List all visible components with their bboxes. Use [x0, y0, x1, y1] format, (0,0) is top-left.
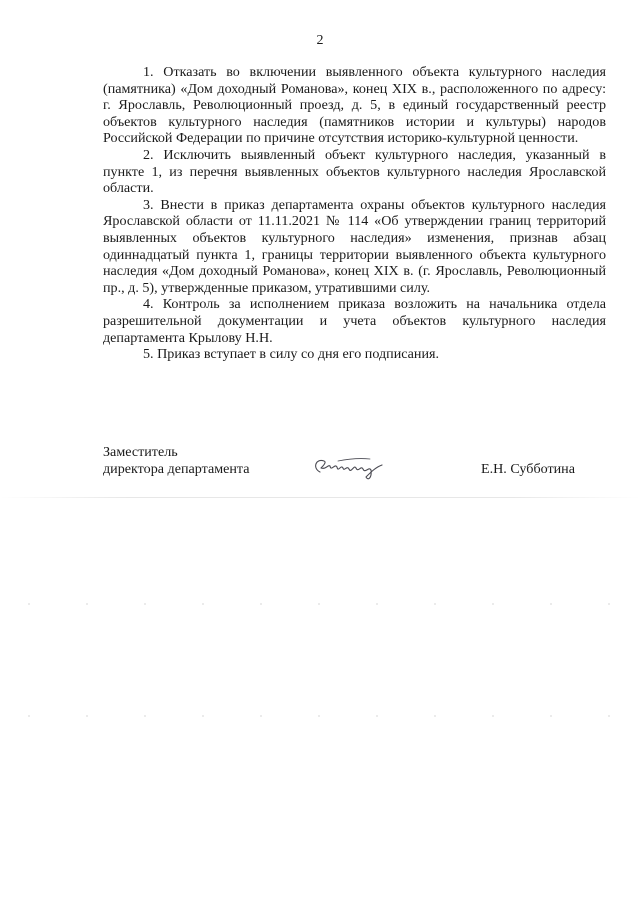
scan-artifact-dots [0, 603, 640, 605]
signatory-position-line-2: директора департамента [103, 461, 250, 477]
order-body [103, 64, 606, 363]
signatory-position [103, 444, 323, 478]
scan-artifact-dots [0, 715, 640, 717]
paragraph-3: 3. Внести в приказ департамента охраны объектов культурного наследия Ярославской области от 11.11.2021 № 114 «Об утверждении границ территорий выявленных объектов культурного наследия» изменения, признав абзац одиннадцатый пункта 1, границы территории выявленного объекта культурного наследия «Дом доходный Романова», конец XIX в. (г. Ярославль, Революционный пр., д. 5), утвержденные приказом, утратившими силу. [103, 196, 606, 296]
page-number: 2 [316, 33, 324, 48]
handwritten-signature [308, 452, 388, 482]
paragraph-4: 4. Контроль за исполнением приказа возложить на начальника отдела разрешительной документации и учета объектов культурного наследия департамента Крылову Н.Н. [103, 296, 606, 346]
paragraph-5: 5. Приказ вступает в силу со дня его подписания. [143, 346, 440, 363]
paragraph-2: 2. Исключить выявленный объект культурного наследия, указанный в пункте 1, из перечня выявленных объектов культурного наследия Ярославской области. [103, 146, 606, 197]
scan-artifact-line [0, 497, 640, 498]
signatory-name: Е.Н. Субботина [481, 461, 575, 477]
paragraph-1: 1. Отказать во включении выявленного объекта культурного наследия (памятника) «Дом доходный Романова», конец XIX в., расположенного по адресу: г. Ярославль, Революционный проезд, д. 5, в единый государственный реестр объектов культурного наследия (памятников истории и культуры) народов Российской Федерации по причине отсутствия историко-культурной ценности. [103, 64, 606, 147]
signatory-position-line-1: Заместитель [103, 444, 178, 460]
